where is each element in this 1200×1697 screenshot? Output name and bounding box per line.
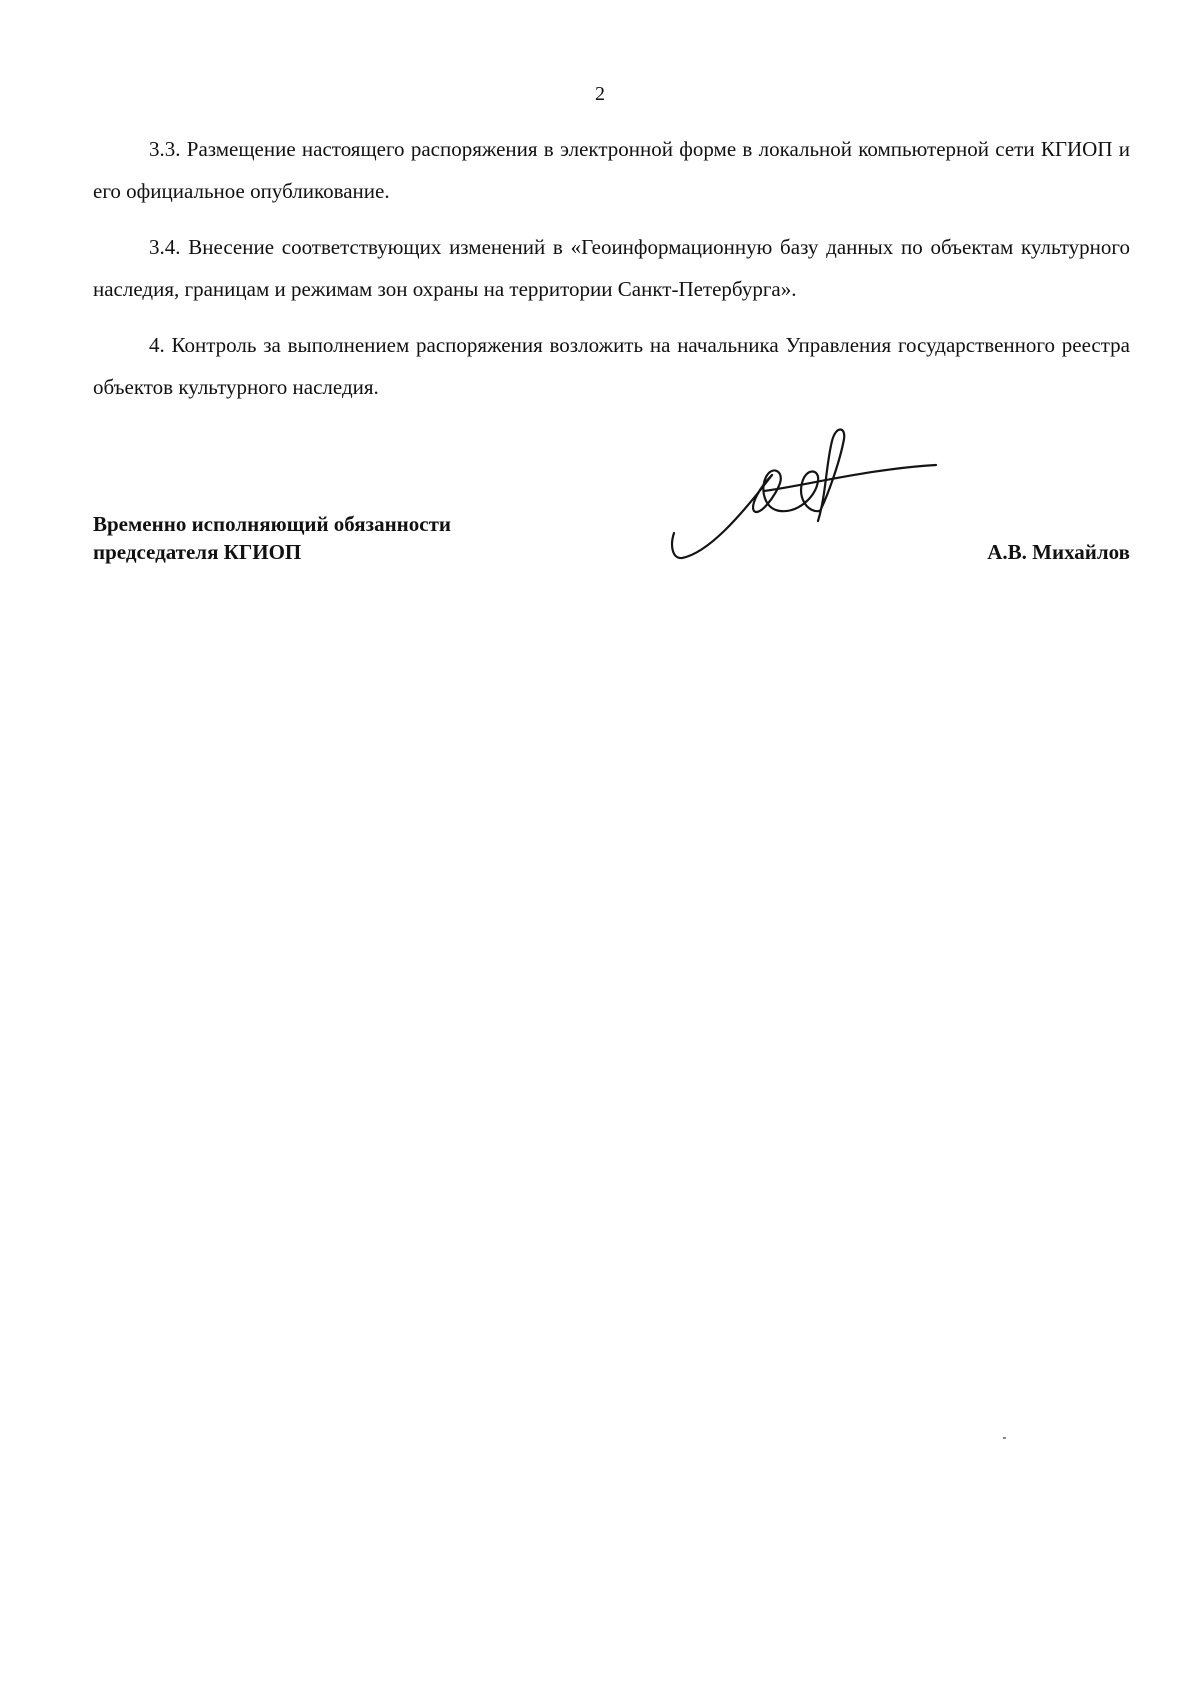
page-number: 2 [595, 83, 605, 105]
signatory-position-line-1: Временно исполняющий обязанности [93, 512, 452, 536]
scan-speck [1003, 1437, 1006, 1439]
paragraph-3-3: 3.3. Размещение настоящего распоряжения в электронной форме в локальной компьютерной сети КГИОП и его официальное опубликование. [93, 137, 1130, 203]
signatory-position [93, 510, 451, 566]
paragraph-3-4: 3.4. Внесение соответствующих изменений в «Геоинформационную базу данных по объектам культурного наследия, границам и режимам зон охраны на территории Санкт-Петербурга». [93, 235, 1130, 301]
signatory-name: А.В. Михайлов [987, 540, 1130, 564]
signatory-position-line-2: председателя КГИОП [93, 540, 302, 564]
paragraph-4: 4. Контроль за выполнением распоряжения возложить на начальника Управления государственного реестра объектов культурного наследия. [93, 333, 1130, 399]
document-body [93, 128, 1130, 422]
signature-block [93, 510, 1130, 590]
